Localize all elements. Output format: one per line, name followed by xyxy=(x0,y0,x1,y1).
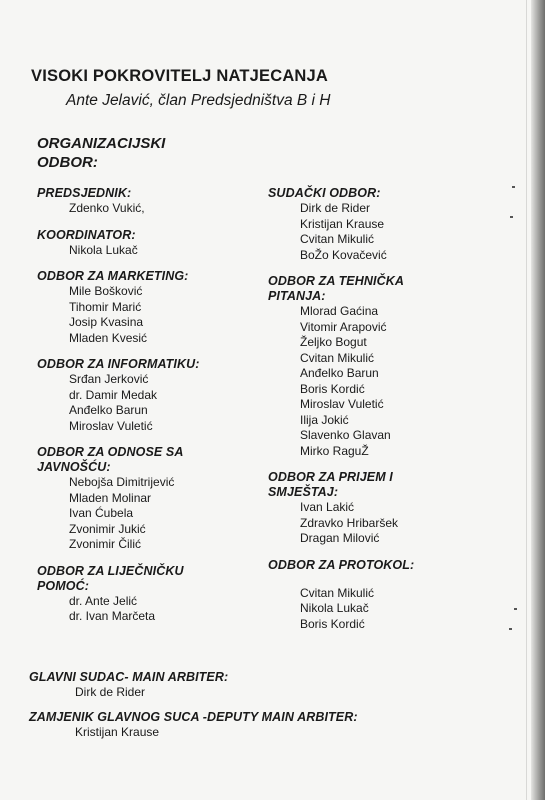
member-list xyxy=(37,594,267,625)
member-name: Vitomir Arapović xyxy=(300,319,387,334)
member-list xyxy=(37,243,267,259)
member-name: dr. Damir Medak xyxy=(69,387,158,402)
member-name: Ivan Ćubela xyxy=(69,506,134,520)
member-list xyxy=(268,500,508,547)
member-name: Miroslav Vuletić xyxy=(300,397,384,411)
right-column xyxy=(268,186,508,643)
member-name: Srđan Jerković xyxy=(69,372,149,386)
section-title: ODBOR ZA LIJEČNIČKU POMOĆ: xyxy=(37,563,184,593)
committee-section xyxy=(268,274,508,459)
member-name: Kristijan Krause xyxy=(300,216,385,231)
section-title: ODBOR ZA TEHNIČKA PITANJA: xyxy=(268,274,404,303)
member-name: Anđelko Barun xyxy=(300,366,379,380)
section-title: KOORDINATOR: xyxy=(37,227,136,242)
member-name: Zdravko Hribaršek xyxy=(300,515,399,530)
member-name: Mirko RaguŽ xyxy=(300,443,369,458)
member-list xyxy=(29,725,499,741)
committee-section xyxy=(268,186,508,263)
committee-section xyxy=(37,564,267,625)
page-subtitle: Ante Jelavić, član Predsjedništva B i H xyxy=(66,92,331,109)
member-name: Dirk de Rider xyxy=(75,685,146,699)
committee-section xyxy=(268,558,508,633)
member-name: Nikola Lukač xyxy=(69,242,138,257)
scan-speck xyxy=(509,628,512,630)
member-name: Anđelko Barun xyxy=(69,403,148,417)
scan-speck xyxy=(514,608,517,610)
section-title: ODBOR ZA MARKETING: xyxy=(37,269,189,283)
organizing-committee-title: ORGANIZACIJSKI ODBOR: xyxy=(37,135,166,171)
member-list xyxy=(37,201,267,217)
page-title: VISOKI POKROVITELJ NATJECANJA xyxy=(31,67,329,85)
member-list xyxy=(268,304,508,459)
member-name: dr. Ivan Marčeta xyxy=(69,609,156,623)
member-name: Kristijan Krause xyxy=(75,725,160,739)
scan-speck xyxy=(512,186,515,188)
member-list xyxy=(268,201,508,263)
member-name: Cvitan Mikulić xyxy=(300,350,375,365)
page-edge-line xyxy=(526,0,527,800)
member-name: Ilija Jokić xyxy=(300,412,349,427)
section-title: ZAMJENIK GLAVNOG SUCA -DEPUTY MAIN ARBITER: xyxy=(29,710,358,724)
deputy-arbiter-section xyxy=(29,710,499,741)
committee-section xyxy=(37,269,267,346)
committee-section xyxy=(37,445,267,553)
page-edge-shadow xyxy=(531,0,545,800)
section-title: ODBOR ZA ODNOSE SA JAVNOŠĆU: xyxy=(37,445,184,474)
section-title: ODBOR ZA PROTOKOL: xyxy=(268,557,415,572)
member-name: Boris Kordić xyxy=(300,616,365,631)
member-list xyxy=(29,685,499,701)
member-name: Zdenko Vukić, xyxy=(69,201,145,215)
member-list xyxy=(37,372,267,434)
member-name: Cvitan Mikulić xyxy=(300,232,375,246)
member-name: Dragan Milović xyxy=(300,531,380,545)
member-name: Slavenko Glavan xyxy=(300,428,391,442)
member-list xyxy=(268,586,508,633)
section-title: GLAVNI SUDAC- MAIN ARBITER: xyxy=(29,670,229,684)
section-title: SUDAČKI ODBOR: xyxy=(268,186,381,200)
member-name: Miroslav Vuletić xyxy=(69,418,153,433)
member-name: Nikola Lukač xyxy=(300,601,369,615)
chief-arbiter-section xyxy=(29,670,499,701)
member-name: Tihomir Marić xyxy=(69,299,142,314)
committee-section xyxy=(37,357,267,434)
committee-section xyxy=(268,470,508,547)
member-name: Dirk de Rider xyxy=(300,201,371,215)
member-name: Nebojša Dimitrijević xyxy=(69,475,175,489)
member-name: Ivan Lakić xyxy=(300,500,355,514)
member-list xyxy=(37,475,267,553)
member-name: Boris Kordić xyxy=(300,381,365,396)
member-name: Mladen Kvesić xyxy=(69,330,148,345)
member-list xyxy=(37,284,267,346)
member-name: BoŽo Kovačević xyxy=(300,247,387,262)
left-column xyxy=(37,186,267,636)
member-name: Josip Kvasina xyxy=(69,315,144,329)
committee-section xyxy=(37,228,267,259)
member-name: dr. Ante Jelić xyxy=(69,593,138,608)
section-title: ODBOR ZA INFORMATIKU: xyxy=(37,357,200,371)
member-name: Zvonimir Čilić xyxy=(69,537,141,551)
member-name: Cvitan Mikulić xyxy=(300,585,375,600)
scan-speck xyxy=(510,216,513,218)
committee-section xyxy=(37,186,267,217)
section-title: PREDSJEDNIK: xyxy=(37,186,132,200)
member-name: Zvonimir Jukić xyxy=(69,521,146,536)
member-name: Željko Bogut xyxy=(300,335,367,349)
member-name: Mlorad Gaćina xyxy=(300,304,379,318)
member-name: Mile Bošković xyxy=(69,284,143,298)
section-title: ODBOR ZA PRIJEM I SMJEŠTAJ: xyxy=(268,470,393,499)
member-name: Mladen Molinar xyxy=(69,490,152,505)
